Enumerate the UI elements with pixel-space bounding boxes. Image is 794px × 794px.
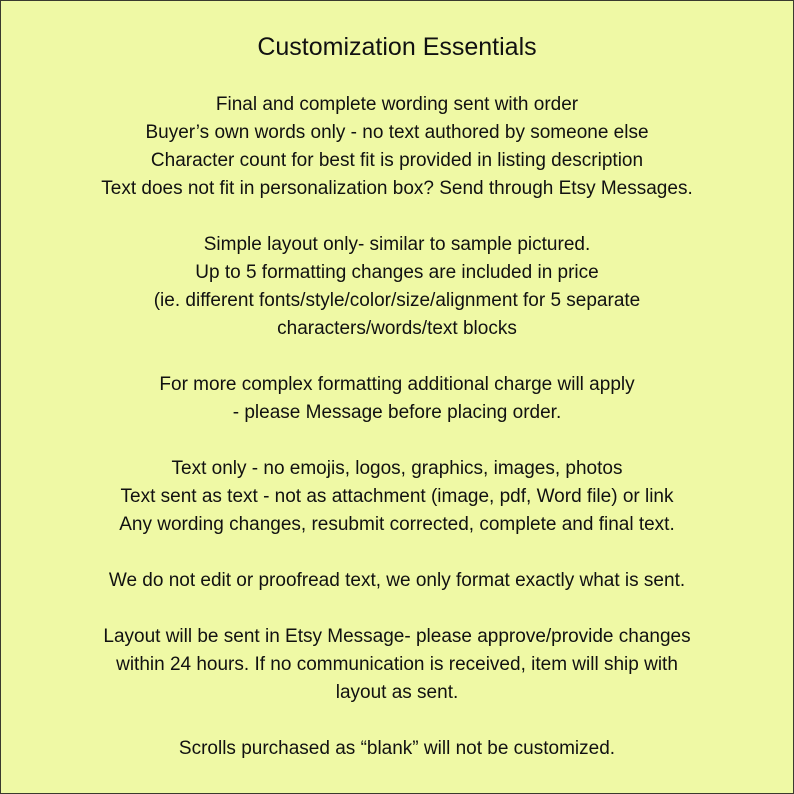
text-line: Layout will be sent in Etsy Message- please approve/provide changes: [103, 626, 691, 647]
text-line: Character count for best fit is provided in listing description: [150, 150, 644, 171]
text-line: Up to 5 formatting changes are included in price: [195, 262, 599, 283]
text-line: Scrolls purchased as “blank” will not be customized.: [178, 738, 616, 759]
text-line: layout as sent.: [335, 682, 459, 703]
text-line: Text only - no emojis, logos, graphics, images, photos: [171, 458, 623, 479]
text-line: within 24 hours. If no communication is received, item will ship with: [116, 654, 678, 675]
text-line: Buyer’s own words only - no text authored by someone else: [145, 122, 649, 143]
text-line: Final and complete wording sent with order: [215, 94, 579, 115]
page-title: Customization Essentials: [257, 33, 537, 61]
text-line: Text does not fit in personalization box? Send through Etsy Messages.: [101, 178, 693, 199]
text-line: We do not edit or proofread text, we only format exactly what is sent.: [108, 570, 686, 591]
text-line: For more complex formatting additional charge will apply: [159, 374, 635, 395]
text-line: Any wording changes, resubmit corrected, complete and final text.: [119, 514, 675, 535]
text-line: (ie. different fonts/style/color/size/alignment for 5 separate: [153, 290, 641, 311]
text-line: - please Message before placing order.: [232, 402, 562, 423]
text-line: Simple layout only- similar to sample pictured.: [203, 234, 591, 255]
text-line: characters/words/text blocks: [277, 318, 517, 339]
text-line: Text sent as text - not as attachment (image, pdf, Word file) or link: [120, 486, 674, 507]
